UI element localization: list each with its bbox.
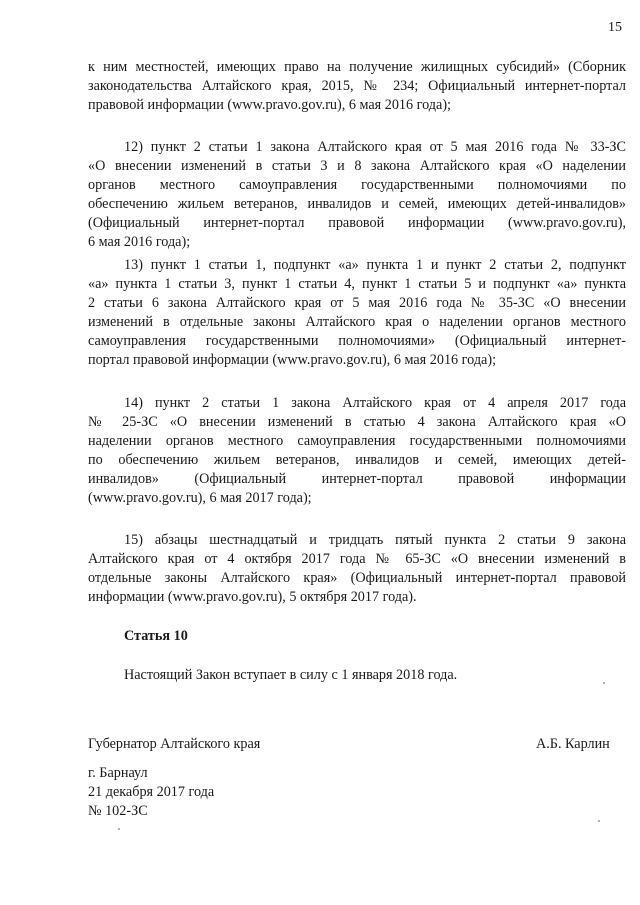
item-12-line: «О внесении изменений в статьи 3 и 8 закона Алтайского края «О наделении — [88, 158, 626, 174]
intro-line: к ним местностей, имеющих право на получение жилищных субсидий» (Сборник — [88, 59, 626, 75]
item-13-line: 13) пункт 1 статьи 1, подпункт «а» пункта 1 и пункт 2 статьи 2, подпункт — [124, 257, 626, 273]
item-15-line: 15) абзацы шестнадцатый и тридцать пятый пункта 2 статьи 9 закона — [124, 532, 626, 548]
item-12-line: обеспечению жильем ветеранов, инвалидов и семей, имеющих детей-инвалидов» — [88, 196, 626, 212]
item-15-line: Алтайского края от 4 октября 2017 года № 65-ЗС «О внесении изменений в — [88, 551, 626, 567]
item-12-line: органов местного самоуправления государственными полномочиями по — [88, 177, 626, 193]
item-13-line: самоуправления государственными полномочиями» (Официальный интернет- — [88, 333, 626, 349]
page-number: 15 — [608, 20, 622, 35]
law-number: № 102-ЗС — [88, 803, 148, 819]
item-15-line: отдельные законы Алтайского края» (Официальный интернет-портал правовой — [88, 570, 626, 586]
date: 21 декабря 2017 года — [88, 784, 215, 800]
item-13-line: «а» пункта 1 статьи 3, пункт 1 статьи 4, пункт 1 статьи 5 и подпункт «а» пункта — [88, 276, 626, 292]
intro-line: правовой информации (www.pravo.gov.ru), 6 мая 2016 года); — [88, 97, 451, 113]
article-10-title: Статья 10 — [124, 628, 188, 644]
item-13-line: портал правовой информации (www.pravo.gov.ru), 6 мая 2016 года); — [88, 352, 497, 368]
item-15-line: информации (www.pravo.gov.ru), 5 октября 2017 года). — [88, 589, 417, 605]
item-12-line: 6 мая 2016 года); — [88, 234, 191, 250]
item-13-line: изменений в отдельные законы Алтайского края о наделении органов местного — [88, 314, 626, 330]
intro-line: законодательства Алтайского края, 2015, № 234; Официальный интернет-портал — [88, 78, 626, 94]
article-10-text: Настоящий Закон вступает в силу с 1 января 2018 года. — [124, 667, 458, 683]
governor-name: А.Б. Карлин — [536, 736, 610, 752]
item-13-line: 2 статьи 6 закона Алтайского края от 5 мая 2016 года № 35-ЗС «О внесении — [88, 295, 626, 311]
scan-speck — [598, 820, 600, 822]
place: г. Барнаул — [88, 765, 148, 781]
item-12-line: 12) пункт 2 статьи 1 закона Алтайского края от 5 мая 2016 года № 33-ЗС — [124, 139, 626, 155]
governor-position: Губернатор Алтайского края — [88, 736, 261, 752]
item-14-line: по обеспечению жильем ветеранов, инвалидов и семей, имеющих детей- — [88, 452, 626, 468]
item-14-line: № 25-ЗС «О внесении изменений в статью 4 закона Алтайского края «О — [88, 414, 626, 430]
item-14-line: (www.pravo.gov.ru), 6 мая 2017 года); — [88, 490, 312, 506]
item-14-line: 14) пункт 2 статьи 1 закона Алтайского края от 4 апреля 2017 года — [124, 395, 626, 411]
scan-speck — [118, 828, 120, 830]
item-14-line: инвалидов» (Официальный интернет-портал правовой информации — [88, 471, 626, 487]
item-12-line: (Официальный интернет-портал правовой информации (www.pravo.gov.ru), — [88, 215, 626, 231]
item-14-line: наделении органов местного самоуправления государственными полномочиями — [88, 433, 626, 449]
scan-speck — [603, 682, 605, 684]
